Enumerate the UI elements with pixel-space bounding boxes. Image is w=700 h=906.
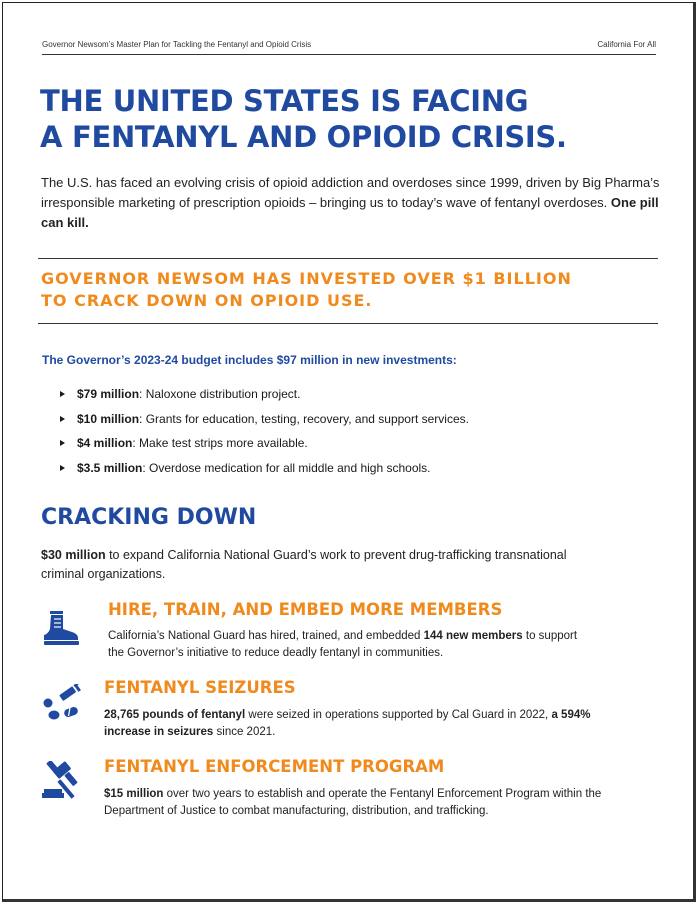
investment-amount: $79 million [77, 387, 140, 401]
intro-text: The U.S. has faced an evolving crisis of opioid addiction and overdoses since 1999, driven by Big Pharma’s irresponsible marketing of prescription opioids – bringing us to today’s wave of fentanyl overdoses. [41, 175, 660, 210]
boot-icon [42, 609, 82, 647]
gavel-icon [42, 761, 86, 805]
divider-bottom [38, 323, 658, 324]
item-description [104, 786, 624, 820]
list-item [60, 384, 469, 409]
cracking-down-text: to expand California National Guard’s work to prevent drug-trafficking transnational criminal organizations. [41, 548, 567, 581]
bullet-arrow-icon [60, 391, 65, 397]
cracking-down-title: CRACKING DOWN [41, 505, 257, 530]
investment-list [60, 384, 469, 482]
item-highlight: 144 new members [423, 630, 523, 642]
page-header [42, 40, 656, 55]
item-description [104, 707, 604, 741]
page-title: THE UNITED STATES IS FACING A FENTANYL AND OPIOID CRISIS. [40, 84, 567, 154]
item-heading: FENTANYL SEIZURES [104, 678, 296, 697]
bullet-arrow-icon [60, 416, 65, 422]
item-text: were seized in operations supported by Cal Guard in 2022, [245, 709, 552, 721]
pills-syringe-icon [42, 684, 86, 724]
investment-text: : Overdose medication for all middle and high schools. [142, 460, 431, 475]
item-heading: FENTANYL ENFORCEMENT PROGRAM [104, 757, 445, 776]
item-hire-train [42, 600, 642, 663]
header-document-title: Governor Newsom’s Master Plan for Tackling the Fentanyl and Opioid Crisis [42, 40, 312, 49]
item-heading: HIRE, TRAIN, AND EMBED MORE MEMBERS [108, 600, 503, 619]
investment-text: : Grants for education, testing, recovery, and support services. [139, 411, 469, 426]
intro-paragraph [41, 173, 661, 233]
item-text: over two years to establish and operate the Fentanyl Enforcement Program within the Department of Justice to combat manufacturing, distribution, and trafficking. [104, 788, 602, 817]
bullet-arrow-icon [60, 440, 65, 446]
cracking-down-amount: $30 million [41, 548, 106, 562]
header-tagline: California For All [597, 40, 656, 49]
list-item [60, 458, 469, 483]
investment-amount: $3.5 million [77, 460, 143, 475]
investment-text: : Naloxone distribution project. [139, 387, 301, 401]
item-text: to support the Governor’s initiative to reduce deadly fentanyl in communities. [108, 630, 578, 659]
item-highlight: a 594% increase in seizures [104, 709, 591, 738]
list-item [60, 433, 469, 458]
item-fentanyl-seizures [42, 678, 642, 738]
list-item [60, 409, 469, 434]
item-highlight: 28,765 pounds of fentanyl [104, 709, 246, 721]
item-text: since 2021. [213, 726, 276, 738]
budget-heading: The Governor’s 2023-24 budget includes $97 million in new investments: [42, 353, 457, 367]
investment-heading: GOVERNOR NEWSOM HAS INVESTED OVER $1 BILLION TO CRACK DOWN ON OPIOID USE. [41, 269, 572, 310]
investment-text: : Make test strips more available. [132, 436, 308, 450]
bullet-arrow-icon [60, 465, 65, 471]
investment-amount: $10 million [77, 411, 140, 426]
item-description [108, 628, 588, 662]
item-highlight: $15 million [104, 788, 164, 800]
divider-top [38, 258, 658, 259]
intro-emphasis: One pill can kill. [41, 195, 659, 230]
cracking-down-description [41, 546, 601, 584]
investment-amount: $4 million [77, 436, 133, 450]
item-enforcement-program [42, 753, 642, 823]
item-text: California’s National Guard has hired, trained, and embedded [108, 630, 424, 642]
